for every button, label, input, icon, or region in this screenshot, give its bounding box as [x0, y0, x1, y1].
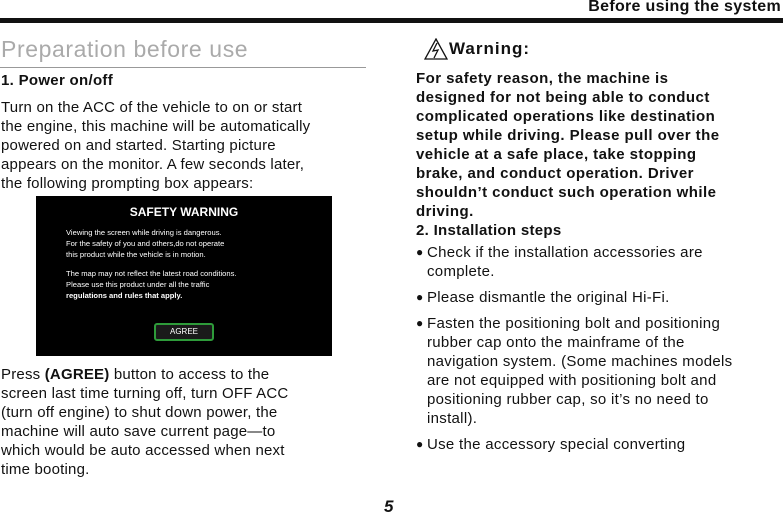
- intro-line: Turn on the ACC of the vehicle to on or start: [1, 99, 303, 116]
- bullet-dot: ●: [416, 290, 424, 304]
- warning-line: brake, and conduct operation. Driver: [416, 165, 694, 182]
- warning-line: For safety reason, the machine is: [416, 70, 669, 87]
- warning-line: complicated operations like destination: [416, 108, 716, 125]
- screenshot-line: Viewing the screen while driving is dangerous.: [66, 228, 222, 237]
- step-line: rubber cap onto the mainframe of the: [427, 334, 685, 351]
- warning-line: shouldn’t conduct such operation while: [416, 184, 717, 201]
- safety-warning-screenshot: [36, 196, 332, 356]
- bullet-dot: ●: [416, 437, 424, 451]
- bullet-dot: ●: [416, 316, 424, 330]
- intro-line: the engine, this machine will be automatically: [1, 118, 311, 135]
- press-agree-label: (AGREE): [44, 366, 110, 383]
- list-item: [416, 314, 783, 428]
- after-line: machine will auto save current page—to: [1, 423, 276, 440]
- screenshot-line: regulations and rules that apply.: [66, 291, 183, 300]
- press-rest: button to access to the: [109, 366, 270, 383]
- bullet-dot: ●: [416, 245, 424, 259]
- step-line: Please dismantle the original Hi-Fi.: [427, 289, 670, 306]
- warning-body: [416, 69, 783, 221]
- press-line: [1, 365, 371, 384]
- step-line: Check if the installation accessories are: [427, 244, 703, 261]
- intro-line: the following prompting box appears:: [1, 175, 254, 192]
- step-line: positioning rubber cap, so it’s no need to: [427, 391, 709, 408]
- list-item: [416, 288, 783, 307]
- install-steps-list: [416, 243, 783, 461]
- power-heading: 1. Power on/off: [1, 72, 114, 89]
- after-line: time booting.: [1, 461, 90, 478]
- step-line: are not equipped with positioning bolt and: [427, 372, 717, 389]
- after-line: screen last time turning off, turn OFF ACC: [1, 385, 289, 402]
- intro-line: powered on and started. Starting picture: [1, 137, 276, 154]
- warning-label: Warning:: [449, 39, 531, 58]
- screenshot-title: SAFETY WARNING: [129, 205, 239, 219]
- page-header-title: Before using the system: [588, 0, 781, 15]
- warning-heading: [424, 38, 530, 60]
- step-line: complete.: [427, 263, 495, 280]
- after-line: (turn off engine) to shut down power, the: [1, 404, 278, 421]
- press-prefix: Press: [1, 366, 45, 383]
- list-item: [416, 435, 783, 454]
- warning-line: designed for not being able to conduct: [416, 89, 710, 106]
- screenshot-line: The map may not reflect the latest road conditions.: [66, 269, 237, 278]
- step-line: install).: [427, 410, 478, 427]
- power-intro: [1, 98, 371, 193]
- step-line: navigation system. (Some machines models: [427, 353, 733, 370]
- screenshot-line: this product while the vehicle is in motion.: [66, 250, 206, 259]
- step-line: Use the accessory special converting: [427, 436, 686, 453]
- step-line: Fasten the positioning bolt and positioning: [427, 315, 721, 332]
- header-rule: [0, 18, 783, 23]
- list-item: [416, 243, 783, 281]
- warning-line: vehicle at a safe place, take stopping: [416, 146, 697, 163]
- warning-line: setup while driving. Please pull over the: [416, 127, 720, 144]
- warning-triangle-icon: [424, 38, 448, 60]
- page-number: 5: [384, 497, 394, 516]
- screenshot-line: Please use this product under all the traffic: [66, 280, 210, 289]
- warning-line: driving.: [416, 203, 474, 220]
- screenshot-line: For the safety of you and others,do not operate: [66, 239, 225, 248]
- power-after: [1, 365, 371, 479]
- agree-button[interactable]: AGREE: [154, 323, 214, 341]
- section-underline: [0, 67, 366, 68]
- after-line: which would be auto accessed when next: [1, 442, 285, 459]
- install-heading: 2. Installation steps: [416, 222, 562, 239]
- intro-line: appears on the monitor. A few seconds later,: [1, 156, 305, 173]
- section-title: Preparation before use: [1, 36, 249, 62]
